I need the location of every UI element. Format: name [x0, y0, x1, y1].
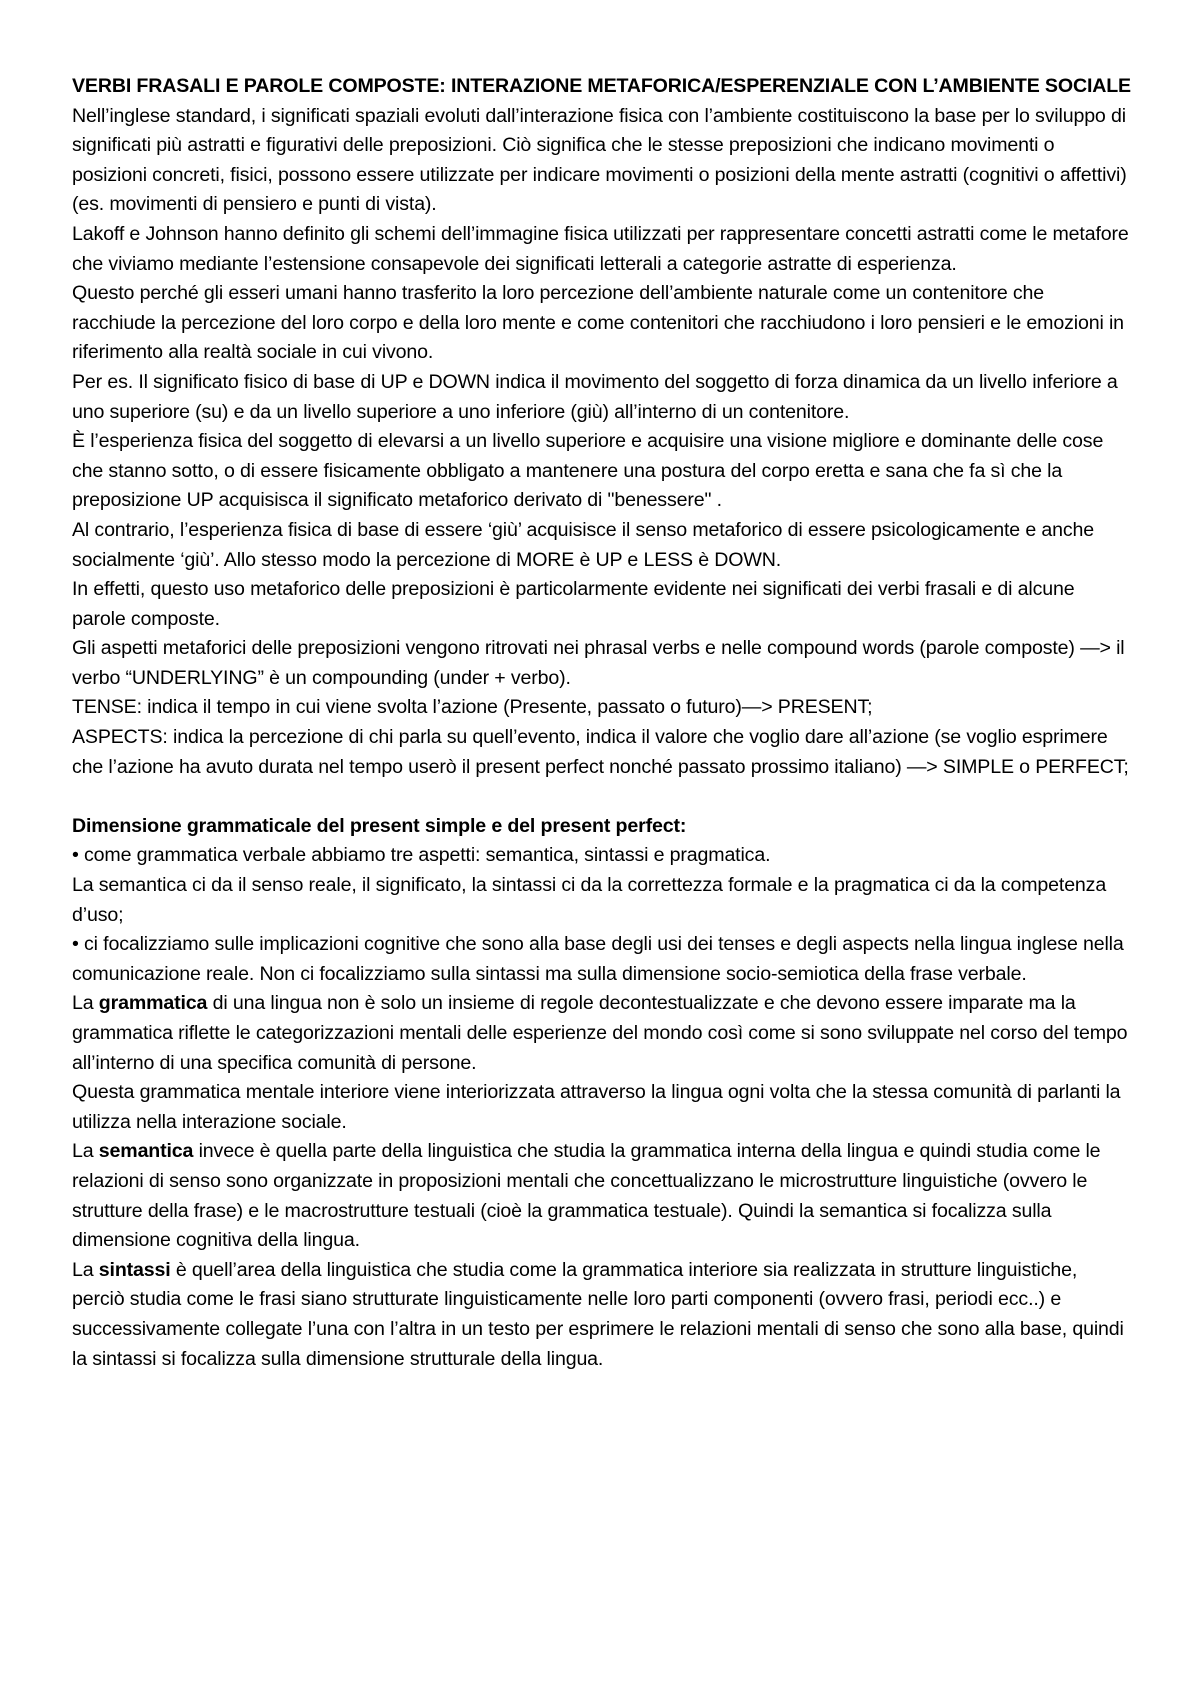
text-run: La	[72, 1258, 99, 1281]
bullet-item: • come grammatica verbale abbiamo tre aspetti: semantica, sintassi e pragmatica.	[72, 844, 771, 867]
paragraph: In effetti, questo uso metaforico delle preposizioni è particolarmente evidente nei significati dei verbi frasali e di alcune parole composte.	[72, 578, 1075, 630]
text-run: La	[72, 992, 99, 1015]
bold-term: semantica	[98, 1140, 194, 1163]
document-page	[72, 72, 1132, 1374]
text-run: è quell’area della linguistica che studia come la grammatica interiore sia realizzata in strutture linguistiche, perciò studia come le frasi siano strutturate linguisticamente nelle loro parti componenti (ovvero frasi, periodi ecc..) e successivamente collegate l’una con l’altra in un testo per esprimere le relazioni mentali di senso che sono alla base, quindi la sintassi si focalizza sulla dimensione strutturale della lingua.	[72, 1258, 1124, 1370]
paragraph: Per es. Il significato fisico di base di UP e DOWN indica il movimento del soggetto di forza dinamica da un livello inferiore a uno superiore (su) e da un livello superiore a uno inferiore (giù) all’interno di un contenitore.	[72, 370, 1118, 423]
text-run: di una lingua non è solo un insieme di regole decontestualizzate e che devono essere imparate ma la grammatica riflette le categorizzazioni mentali delle esperienze del mondo così come si sono sviluppate nel corso del tempo all’interno di una specifica comunità di persone.	[72, 992, 1128, 1074]
paragraph-semantica	[72, 1137, 1132, 1255]
blank-line	[72, 782, 1132, 812]
bold-term: sintassi	[98, 1258, 171, 1281]
paragraph: La semantica ci da il senso reale, il significato, la sintassi ci da la correttezza formale e la pragmatica ci da la competenza d’uso;	[72, 874, 1107, 926]
paragraph-grammatica	[72, 989, 1132, 1078]
paragraph: Questa grammatica mentale interiore viene interiorizzata attraverso la lingua ogni volta che la stessa comunità di parlanti la utilizza nella interazione sociale.	[72, 1081, 1121, 1133]
paragraph: Lakoff e Johnson hanno definito gli schemi dell’immagine fisica utilizzati per rappresentare concetti astratti come le metafore che viviamo mediante l’estensione consapevole dei significati letterali a categorie astratte di esperienza.	[72, 222, 1129, 275]
paragraph-aspects: ASPECTS: indica la percezione di chi parla su quell’evento, indica il valore che voglio dare all’azione (se voglio esprimere che l’azione ha avuto durata nel tempo userò il present perfect nonché passato prossimo italiano) —> SIMPLE o PERFECT;	[72, 726, 1129, 778]
section-heading: Dimensione grammaticale del present simple e del present perfect:	[72, 814, 687, 837]
paragraph: Questo perché gli esseri umani hanno trasferito la loro percezione dell’ambiente naturale come un contenitore che racchiude la percezione del loro corpo e della loro mente e come contenitori che racchiudono i loro pensieri e le emozioni in riferimento alla realtà sociale in cui vivono.	[72, 282, 1124, 364]
document-title: VERBI FRASALI E PAROLE COMPOSTE: INTERAZIONE METAFORICA/ESPERENZIALE CON L’AMBIENTE SOCIALE	[72, 75, 1131, 97]
text-run: La	[72, 1140, 99, 1163]
paragraph: Al contrario, l’esperienza fisica di base di essere ‘giù’ acquisisce il senso metaforico di essere psicologicamente e anche socialmente ‘giù’. Allo stesso modo la percezione di MORE è UP e LESS è DOWN.	[72, 518, 1094, 571]
bullet-item: • ci focalizziamo sulle implicazioni cognitive che sono alla base degli usi dei tenses e degli aspects nella lingua inglese nella comunicazione reale. Non ci focalizziamo sulla sintassi ma sulla dimensione socio-semiotica della frase verbale.	[72, 933, 1124, 985]
bold-term: grammatica	[98, 992, 208, 1015]
paragraph: Gli aspetti metaforici delle preposizioni vengono ritrovati nei phrasal verbs e nelle compound words (parole composte) —> il verbo “UNDERLYING” è un compounding (under + verbo).	[72, 637, 1125, 689]
paragraph: È l’esperienza fisica del soggetto di elevarsi a un livello superiore e acquisire una visione migliore e dominante delle cose che stanno sotto, o di essere fisicamente obbligato a mantenere una postura del corpo eretta e sana che fa sì che la preposizione UP acquisisca il significato metaforico derivato di "benessere" .	[72, 430, 1104, 512]
paragraph-tense: TENSE: indica il tempo in cui viene svolta l’azione (Presente, passato o futuro)—> PRESENT;	[72, 696, 873, 719]
paragraph: Nell’inglese standard, i significati spaziali evoluti dall’interazione fisica con l’ambiente costituiscono la base per lo sviluppo di significati più astratti e figurativi delle preposizioni. Ciò significa che le stesse preposizioni che indicano movimenti o posizioni concreti, fisici, possono essere utilizzate per indicare movimenti o posizioni della mente astratti (cognitivi o affettivi) (es. movimenti di pensiero e punti di vista).	[72, 104, 1127, 216]
text-run: invece è quella parte della linguistica che studia la grammatica interna della lingua e quindi studia come le relazioni di senso sono organizzate in proposizioni mentali che concettualizzano le microstrutture linguistiche (ovvero le strutture della frase) e le macrostrutture testuali (cioè la grammatica testuale). Quindi la semantica si focalizza sulla dimensione cognitiva della lingua.	[72, 1140, 1101, 1252]
paragraph-sintassi	[72, 1256, 1132, 1374]
